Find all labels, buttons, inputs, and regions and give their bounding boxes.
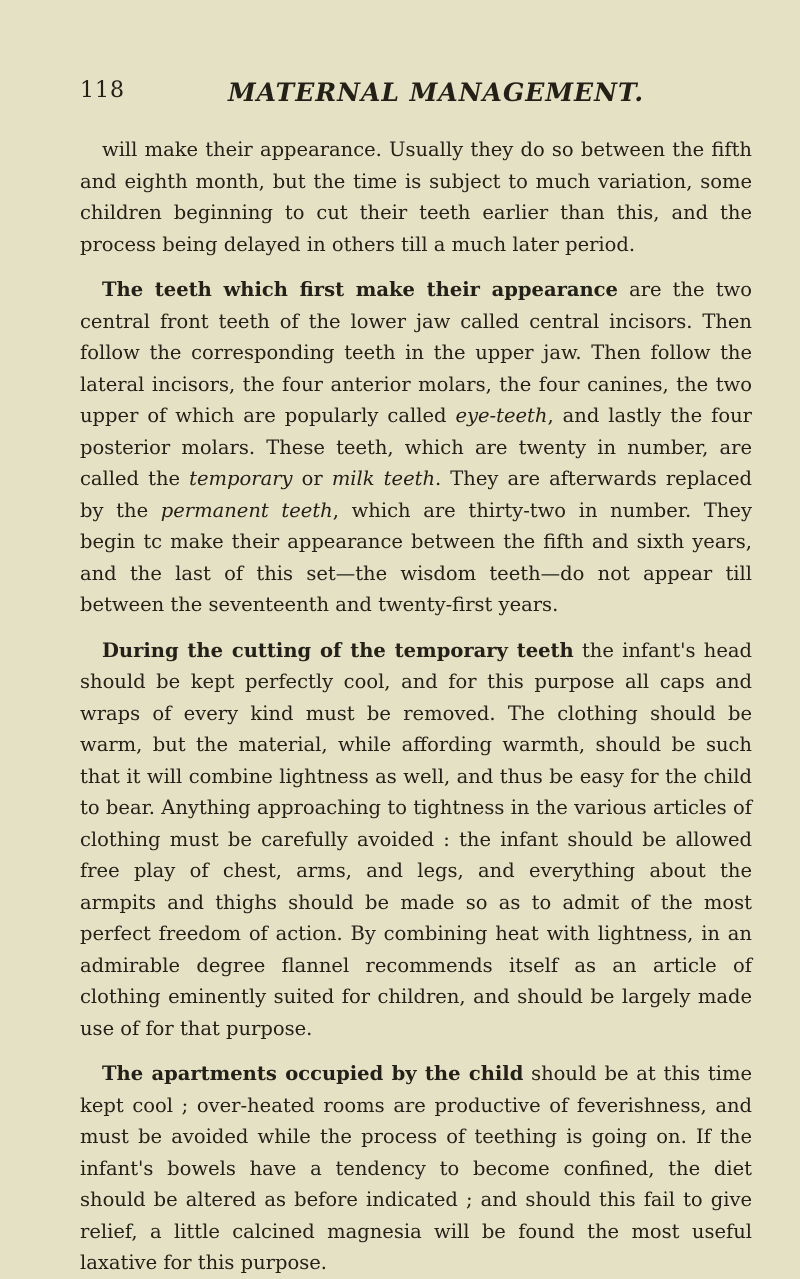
page-number: 118 — [80, 78, 125, 103]
paragraph-lead: The teeth which first make their appearance — [102, 278, 618, 301]
paragraph-text: , and lastly the four posterior molars. These teeth, which are twenty in number, are called the — [80, 404, 752, 490]
running-head — [80, 78, 752, 118]
italic-term: temporary — [189, 467, 293, 490]
paragraph-text: will make their appearance. Usually they do so between the fifth and eighth month, but the time is subject to much variation, some children beginning to cut their teeth earlier than this, and the process being delayed in others till a much later period. — [80, 138, 752, 256]
italic-term: eye-teeth — [455, 404, 548, 427]
running-title: MATERNAL MANAGEMENT. — [227, 78, 645, 107]
paragraph — [80, 274, 752, 621]
paragraph-lead: During the cutting of the temporary teeth — [102, 638, 574, 662]
paragraph — [80, 134, 752, 260]
paragraph-text: are the two central front teeth of the lower jaw called central incisors. Then follow the corresponding teeth in the upper jaw. Then follow the lateral incisors, the four anterior molars, the four canines, the two upper of which are popularly called — [80, 278, 752, 427]
paragraph-text: should be at this time kept cool ; over-heated rooms are productive of feverishness, and must be avoided while the process of teething is going on. If the infant's bowels have a tendency to become confined, the diet should be altered as before indicated ; and should this fail to give relief, a little calcined magnesia will be found the most useful laxative for this purpose. — [80, 1062, 752, 1274]
paragraph-text: . They are afterwards replaced by the — [80, 467, 753, 522]
italic-term: milk teeth — [331, 467, 435, 490]
body-text — [80, 134, 752, 1279]
paragraph-lead: The apartments occupied by the child — [102, 1062, 524, 1085]
paragraph-text: or — [292, 467, 332, 490]
paragraph — [80, 1058, 752, 1279]
italic-term: permanent teeth — [160, 498, 333, 522]
paragraph-text: the infant's head should be kept perfectly cool, and for this purpose all caps and wraps of every kind must be removed. The clothing should be warm, but the material, while affording warmth, should be such that it will combine lightness as well, and thus be easy for the child to bear. Anything approaching to tightness in the various articles of clothing must be carefully avoided : the infant should be allowed free play of chest, arms, and legs, and everything about the armpits and thighs should be made so as to admit of the most perfect freedom of action. By combining heat with lightness, in an admirable degree flannel recommends itself as an article of clothing eminently suited for children, and should be largely made use of for that purpose. — [80, 638, 752, 1040]
paragraph — [80, 635, 752, 1045]
paragraph-text: , which are thirty-two in number. They begin tc make their appearance between the fifth and sixth years, and the last of this set—the wisdom teeth—do not appear till between the seventeenth and twenty-first years. — [80, 498, 752, 616]
